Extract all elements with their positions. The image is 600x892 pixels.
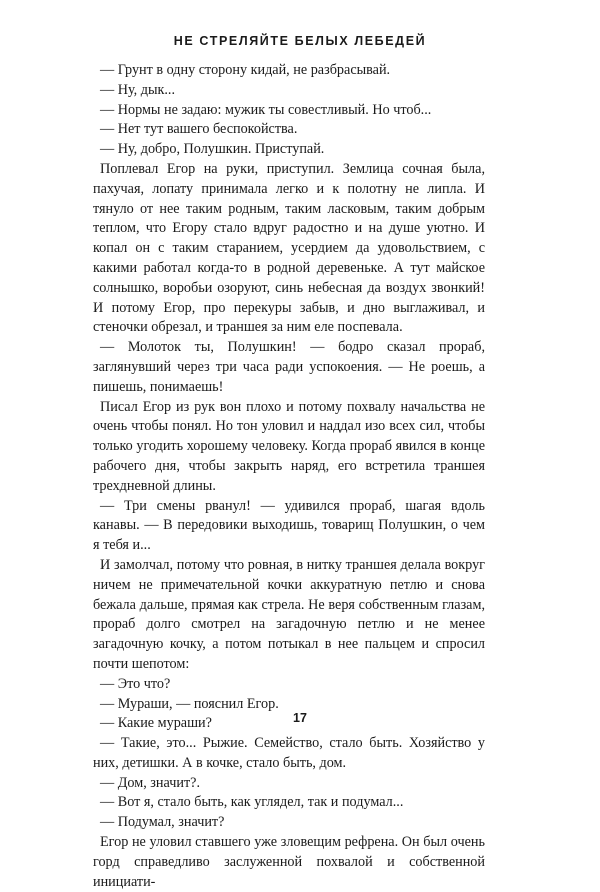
running-head: НЕ СТРЕЛЯЙТЕ БЕЛЫХ ЛЕБЕДЕЙ (173, 34, 427, 48)
paragraph: — Нет тут вашего беспокойства. (100, 121, 298, 138)
paragraph: — Вот я, стало быть, как углядел, так и подумал... (100, 794, 404, 811)
paragraph: — Какие мураши? (100, 715, 212, 732)
paragraph: — Ну, добро, Полушкин. Приступай. (100, 141, 325, 158)
body-text (93, 61, 485, 892)
paragraph: Писал Егор из рук вон плохо и потому похвалу начальства не очень чтобы понял. Но тон уловил и наддал изо всех сил, чтобы только угодить хорошему человеку. Когда прораб явился в конце рабочего дня, чтобы закрыть наряд, его встретила траншея трехдневной длины. (93, 398, 485, 494)
paragraph: И замолчал, потому что ровная, в нитку траншея делала вокруг ничем не примечательной кочки аккуратную петлю и снова бежала дальше, прямая как стрела. Не веря собственным глазам, прораб долго смотрел на загадочную петлю и не менее загадочную кочку, а потом потыкал в нее пальцем и спросил почти шепотом: (93, 556, 485, 672)
paragraph: — Подумал, значит? (100, 814, 225, 831)
paragraph: — Грунт в одну сторону кидай, не разбрасывай. (100, 62, 391, 78)
paragraph: — Мураши, — пояснил Егор. (100, 695, 279, 712)
paragraph: Егор не уловил ставшего уже зловещим рефрена. Он был очень горд справедливо заслуженной похвалой и собственной инициати- (93, 834, 485, 890)
paragraph: — Ну, дык... (100, 81, 176, 98)
paragraph: Поплевал Егор на руки, приступил. Землица сочная была, пахучая, лопату принимала легко и к полотну не липла. И тянуло от нее таким родным, таким ласковым, таким добрым теплом, что Егору стало вдруг радостно и на душе уютно. И копал он с таким старанием, усердием да удовольствием, с какими работал когда-то в родной деревеньке. А тут майское солнышко, воробьи озоруют, синь небесная да воздух звонкий! И потому Егор, про перекуры забыв, и дно выглаживал, и стеночки обрезал, и траншея за ним еле поспевала. (93, 160, 485, 336)
paragraph: — Такие, это... Рыжие. Семейство, стало быть. Хозяйство у них, детишки. А в кочке, стало быть, дом. (93, 735, 485, 771)
paragraph: — Дом, значит?. (100, 774, 201, 791)
page-number: 17 (293, 711, 307, 725)
paragraph: — Молоток ты, Полушкин! — бодро сказал прораб, заглянувший через три часа ради успокоения. — Не роешь, а пишешь, понимаешь! (93, 339, 485, 395)
paragraph: — Это что? (100, 675, 171, 692)
paragraph: — Нормы не задаю: мужик ты совестливый. Но чтоб... (100, 101, 432, 118)
paragraph: — Три смены рванул! — удивился прораб, шагая вдоль канавы. — В передовики выходишь, товарищ Полушкин, о чем я тебя и... (93, 497, 485, 554)
